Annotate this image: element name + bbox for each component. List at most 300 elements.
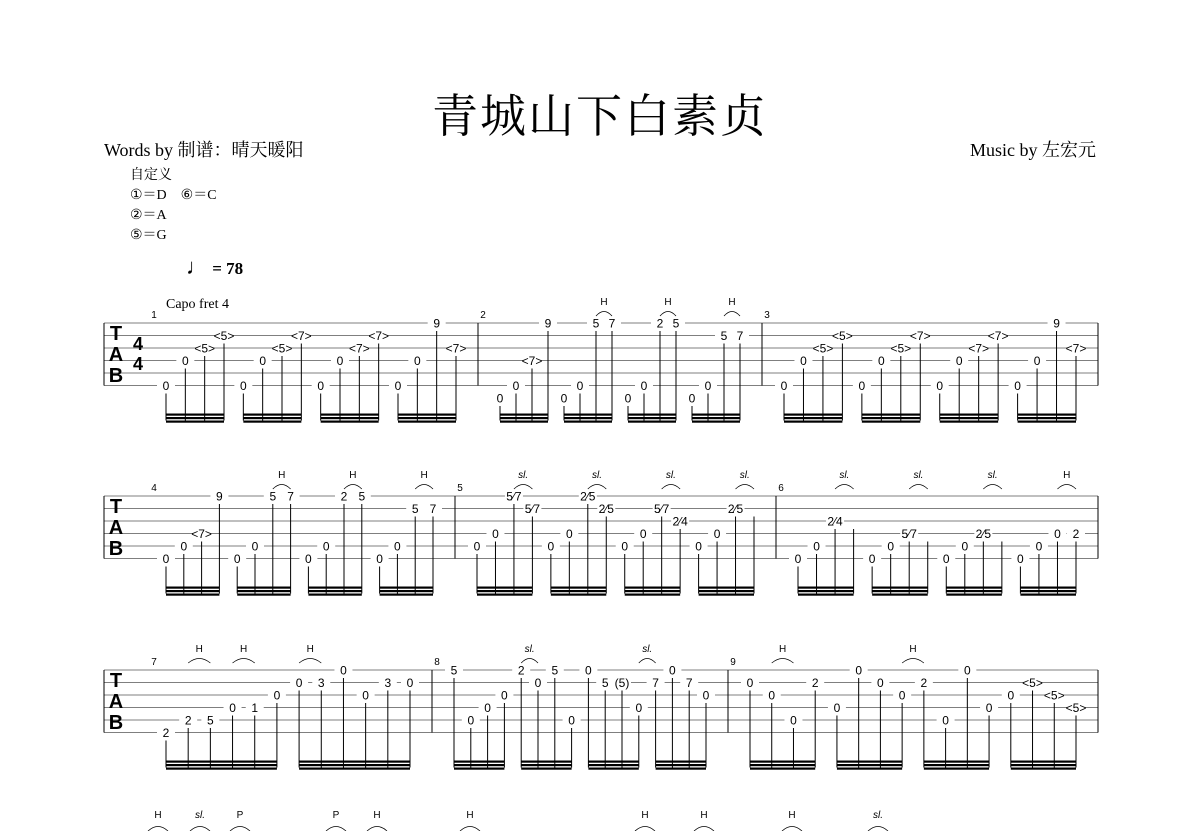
- fret-number: 5: [269, 489, 277, 504]
- fret-number: 9: [433, 316, 441, 331]
- fret-number: 0: [239, 379, 247, 393]
- slur-arc: [909, 485, 928, 490]
- fret-number: 0: [794, 552, 802, 566]
- fret-number: 5: [720, 329, 728, 343]
- beam: [477, 587, 532, 589]
- beam: [166, 761, 277, 763]
- beam: [299, 761, 410, 763]
- fret-number: 0: [1014, 379, 1021, 393]
- beam: [872, 594, 928, 596]
- beam: [798, 590, 854, 592]
- beam: [692, 414, 740, 416]
- fret-number: 0: [473, 539, 481, 554]
- measure-number: 7: [151, 657, 157, 668]
- technique-mark: H: [349, 470, 357, 481]
- beam: [380, 587, 433, 589]
- tab-clef-letter: T: [109, 323, 123, 345]
- slur-arc: [660, 312, 676, 317]
- slur-arc: [514, 485, 532, 490]
- technique-mark: H: [641, 810, 649, 821]
- beam: [1011, 764, 1076, 766]
- fret-number: 0: [1017, 552, 1024, 566]
- tab-clef-letter: A: [108, 344, 124, 366]
- fret-number: 0: [317, 379, 325, 393]
- beam: [551, 590, 606, 592]
- beam: [521, 764, 571, 766]
- fret-number: 0: [621, 539, 629, 554]
- beam: [692, 421, 740, 423]
- fret-number: 5: [551, 663, 559, 678]
- fret-number: 0: [496, 391, 504, 406]
- fret-number: 0: [955, 354, 963, 368]
- beam: [1020, 590, 1076, 592]
- fret-number: <7>: [1065, 341, 1087, 356]
- fret-number: 0: [800, 354, 807, 368]
- technique-mark: H: [664, 297, 672, 308]
- fret-number: 0: [877, 676, 884, 690]
- fret-number: 0: [624, 391, 632, 406]
- fret-number: 0: [639, 527, 647, 541]
- fret-number: 0: [887, 539, 895, 554]
- fret-number: 2: [920, 676, 928, 690]
- beam: [862, 417, 920, 419]
- fret-number: 2: [811, 676, 819, 690]
- beam: [380, 594, 433, 596]
- technique-mark: H: [278, 470, 286, 481]
- fret-number: 0: [790, 713, 797, 728]
- fret-number: <5>: [832, 329, 853, 343]
- fret-number: 0: [640, 379, 648, 393]
- beam: [166, 768, 277, 770]
- technique-mark: H: [195, 644, 203, 655]
- fret-number: 0: [1035, 539, 1043, 554]
- fret-number: 2: [340, 489, 348, 504]
- beam: [1011, 768, 1076, 770]
- technique-mark: H: [909, 644, 917, 655]
- beam: [940, 421, 998, 423]
- slur-arc: [521, 659, 538, 664]
- fret-number: <7>: [348, 341, 370, 356]
- beam: [166, 421, 224, 423]
- fret-number: 0: [963, 663, 971, 678]
- beam: [243, 417, 301, 419]
- beam: [798, 587, 854, 589]
- measure-number: 9: [730, 657, 736, 668]
- fret-number: 0: [492, 527, 499, 541]
- technique-mark: H: [373, 810, 381, 821]
- fret-number: 2⁄4: [672, 514, 688, 529]
- slur-arc: [724, 312, 740, 317]
- technique-mark: sl.: [592, 470, 603, 481]
- beam: [398, 417, 456, 419]
- quarter-note-icon: ♩: [186, 254, 208, 279]
- fret-number: 0: [413, 354, 421, 368]
- beam: [798, 594, 854, 596]
- beam: [243, 414, 301, 416]
- fret-number: 0: [868, 552, 876, 566]
- beam: [837, 768, 902, 770]
- fret-number: 0: [713, 527, 721, 541]
- words-credit: Words by 制谱：晴天暖阳: [104, 140, 304, 160]
- technique-mark: H: [700, 810, 708, 821]
- beam: [1011, 761, 1076, 763]
- tuning-line: ⑤＝G: [130, 228, 167, 243]
- fret-number: 0: [467, 713, 475, 728]
- beam: [750, 761, 815, 763]
- slur-arc: [736, 485, 754, 490]
- measure-number: 4: [151, 483, 157, 494]
- fret-number: 0: [547, 539, 555, 554]
- beam: [656, 764, 706, 766]
- fret-number: 0: [376, 552, 383, 566]
- tab-clef-letter: T: [109, 496, 123, 518]
- fret-number: 0: [961, 539, 969, 554]
- beam: [237, 590, 290, 592]
- slur-arc: [902, 659, 924, 664]
- beam: [837, 764, 902, 766]
- fret-number: 0: [560, 391, 568, 406]
- fret-number: 5: [592, 316, 600, 331]
- fret-number: 0: [695, 539, 702, 554]
- fret-number: <7>: [968, 341, 990, 356]
- beam: [699, 590, 754, 592]
- beam: [500, 417, 548, 419]
- fret-number: 7: [652, 676, 659, 690]
- fret-number: 0: [635, 701, 643, 715]
- fret-number: <5>: [1022, 676, 1043, 690]
- beam: [588, 768, 638, 770]
- beam: [656, 761, 706, 763]
- fret-number: 0: [1054, 527, 1061, 541]
- tab-clef-letter: T: [109, 670, 123, 692]
- beam: [625, 587, 680, 589]
- fret-number: 5⁄7: [653, 502, 670, 516]
- fret-number: 5⁄7: [506, 489, 522, 504]
- beam: [940, 414, 998, 416]
- fret-number: 0: [534, 676, 542, 690]
- fret-number: <7>: [445, 341, 467, 356]
- fret-number: <7>: [987, 329, 1009, 343]
- fret-number: 2: [656, 316, 664, 331]
- fret-number: 0: [501, 688, 508, 703]
- fret-number: 0: [406, 676, 414, 690]
- beam: [308, 587, 361, 589]
- slur-arc: [326, 827, 346, 831]
- fret-number: 0: [813, 539, 820, 554]
- beam: [299, 768, 410, 770]
- beam: [454, 768, 504, 770]
- beam: [299, 764, 410, 766]
- fret-number: 2⁄5: [975, 527, 992, 541]
- fret-number: 0: [362, 688, 369, 703]
- fret-number: 0: [702, 688, 710, 703]
- fret-number: <7>: [368, 329, 390, 343]
- beam: [924, 764, 989, 766]
- technique-mark: sl.: [195, 810, 205, 821]
- slur-arc: [835, 485, 854, 490]
- fret-number: 7: [429, 502, 437, 516]
- technique-mark: sl.: [839, 470, 850, 481]
- beam: [1018, 417, 1076, 419]
- technique-mark: sl.: [642, 644, 653, 655]
- tempo-value: = 78: [212, 259, 244, 278]
- tab-clef-letter: B: [108, 365, 124, 387]
- beam: [656, 768, 706, 770]
- technique-mark: H: [420, 470, 428, 481]
- technique-mark: sl.: [524, 644, 535, 655]
- fret-number: 0: [858, 379, 866, 393]
- fret-number: 0: [251, 539, 259, 554]
- beam: [628, 421, 676, 423]
- technique-mark: sl.: [665, 470, 676, 481]
- measure-number: 1: [151, 310, 157, 321]
- beam: [380, 590, 433, 592]
- slur-arc: [868, 827, 888, 831]
- measure-number: 2: [480, 310, 486, 321]
- slur-arc: [662, 485, 680, 490]
- fret-number: <5>: [194, 341, 216, 356]
- technique-mark: H: [600, 297, 608, 308]
- beam: [166, 587, 219, 589]
- fret-number: 0: [233, 552, 241, 566]
- fret-number: 0: [273, 688, 281, 703]
- fret-number: 5⁄7: [901, 527, 917, 541]
- fret-number: 0: [180, 539, 188, 554]
- beam: [699, 587, 754, 589]
- beam: [628, 417, 676, 419]
- beam: [862, 421, 920, 423]
- fret-number: <5>: [213, 329, 235, 343]
- time-signature-top: 4: [132, 334, 144, 354]
- beam: [477, 594, 532, 596]
- beam: [398, 421, 456, 423]
- time-signature-bottom: 4: [132, 354, 144, 374]
- beam: [454, 764, 504, 766]
- fret-number: 0: [295, 676, 303, 690]
- fret-number: 0: [768, 688, 776, 703]
- technique-mark: H: [154, 810, 162, 821]
- slur-arc: [299, 659, 321, 664]
- beam: [784, 421, 842, 423]
- slur-arc: [694, 827, 714, 831]
- beam: [308, 594, 361, 596]
- tab-clef-letter: B: [108, 538, 124, 560]
- fret-number: 0: [833, 701, 841, 715]
- fret-number: 0: [576, 379, 584, 393]
- beam: [625, 594, 680, 596]
- fret-number: 0: [780, 379, 788, 393]
- beam: [946, 590, 1002, 592]
- beam: [321, 414, 379, 416]
- fret-number: <5>: [271, 341, 293, 356]
- fret-number: 0: [898, 688, 906, 703]
- beam: [564, 417, 612, 419]
- fret-number: <5>: [890, 341, 912, 356]
- slur-arc: [415, 485, 433, 490]
- beam: [588, 764, 638, 766]
- beam: [940, 417, 998, 419]
- score-title: 青城山下白素贞: [432, 89, 768, 143]
- fret-number: 0: [322, 539, 330, 554]
- fret-number: 5: [672, 316, 680, 331]
- slur-arc: [782, 827, 802, 831]
- measure-number: 5: [457, 483, 463, 494]
- beam: [308, 590, 361, 592]
- fret-number: <5>: [1043, 688, 1065, 703]
- fret-number: 0: [229, 701, 236, 715]
- technique-mark: H: [788, 810, 796, 821]
- fret-number: 1: [251, 701, 259, 715]
- slur-arc: [188, 659, 210, 664]
- beam: [1018, 421, 1076, 423]
- technique-mark: sl.: [873, 810, 883, 821]
- fret-number: 9: [216, 489, 223, 504]
- technique-mark: H: [240, 644, 248, 655]
- beam: [321, 417, 379, 419]
- capo-text: Capo fret 4: [166, 297, 229, 312]
- fret-number: 0: [484, 701, 491, 715]
- technique-mark: sl.: [518, 470, 529, 481]
- fret-number: 2⁄5: [598, 502, 614, 516]
- tab-clef-letter: A: [108, 691, 124, 713]
- technique-mark: H: [1063, 470, 1071, 481]
- fret-number: <5>: [812, 341, 834, 356]
- fret-number: 0: [565, 527, 573, 541]
- fret-number: 0: [942, 552, 950, 566]
- technique-mark: sl.: [913, 470, 924, 481]
- fret-number: <7>: [909, 329, 931, 343]
- fret-number: 0: [162, 379, 170, 393]
- fret-number: 0: [985, 701, 993, 715]
- technique-mark: H: [306, 644, 314, 655]
- tuning-label: 自定义: [130, 168, 172, 183]
- fret-number: 5: [450, 663, 458, 678]
- beam: [398, 414, 456, 416]
- beam: [551, 587, 606, 589]
- beam: [1020, 587, 1076, 589]
- fret-number: 0: [669, 663, 676, 678]
- fret-number: 0: [568, 713, 575, 728]
- fret-number: 2⁄5: [727, 502, 744, 516]
- fret-number: 2: [162, 726, 170, 740]
- tuning-line: ②＝A: [130, 208, 167, 223]
- fret-number: 7: [736, 329, 744, 343]
- beam: [551, 594, 606, 596]
- slur-arc: [230, 827, 250, 831]
- technique-mark: sl.: [987, 470, 998, 481]
- technique-mark: H: [778, 644, 787, 655]
- slur-arc: [596, 312, 612, 317]
- beam: [237, 587, 290, 589]
- beam: [750, 764, 815, 766]
- beam: [477, 590, 532, 592]
- beam: [1018, 414, 1076, 416]
- slur-arc: [639, 659, 656, 664]
- beam: [784, 417, 842, 419]
- fret-number: 0: [746, 676, 754, 690]
- technique-mark: sl.: [739, 470, 750, 481]
- fret-number: 0: [305, 552, 312, 566]
- fret-number: 0: [394, 379, 402, 393]
- fret-number: 0: [936, 379, 944, 393]
- fret-number: 0: [704, 379, 712, 393]
- fret-number: <7>: [521, 354, 543, 368]
- technique-mark: P: [236, 810, 244, 821]
- fret-number: 5: [358, 489, 366, 504]
- measure-number: 6: [778, 483, 784, 494]
- fret-number: 0: [340, 663, 347, 678]
- fret-number: 0: [688, 391, 696, 406]
- beam: [237, 594, 290, 596]
- beam: [750, 768, 815, 770]
- slur-arc: [344, 485, 362, 490]
- fret-number: 0: [162, 552, 170, 566]
- fret-number: 0: [585, 663, 592, 678]
- beam: [1020, 594, 1076, 596]
- measure-number: 3: [764, 310, 770, 321]
- beam: [166, 414, 224, 416]
- beam: [500, 421, 548, 423]
- beam: [321, 421, 379, 423]
- beam: [500, 414, 548, 416]
- fret-number: 5: [207, 713, 214, 728]
- fret-number: 5⁄7: [524, 502, 541, 516]
- slur-arc: [635, 827, 655, 831]
- fret-number: 0: [336, 354, 344, 368]
- fret-number: 7: [287, 489, 294, 504]
- slur-arc: [367, 827, 387, 831]
- beam: [564, 421, 612, 423]
- fret-number: (5): [614, 676, 630, 690]
- tab-clef-letter: B: [108, 712, 124, 734]
- beam: [521, 761, 571, 763]
- slur-arc: [190, 827, 210, 831]
- fret-number: 7: [608, 316, 616, 331]
- fret-number: 2: [517, 663, 525, 678]
- slur-arc: [273, 485, 291, 490]
- beam: [166, 590, 219, 592]
- beam: [454, 761, 504, 763]
- beam: [692, 417, 740, 419]
- beam: [625, 590, 680, 592]
- fret-number: 3: [384, 676, 392, 690]
- slur-arc: [148, 827, 168, 831]
- slur-arc: [983, 485, 1002, 490]
- fret-number: 0: [855, 663, 863, 678]
- beam: [946, 594, 1002, 596]
- fret-number: 0: [877, 354, 885, 368]
- beam: [862, 414, 920, 416]
- slur-arc: [460, 827, 480, 831]
- fret-number: 0: [512, 379, 520, 393]
- technique-mark: P: [332, 810, 340, 821]
- tab-clef-letter: A: [108, 517, 124, 539]
- fret-number: 0: [259, 354, 267, 368]
- beam: [588, 761, 638, 763]
- beam: [872, 587, 928, 589]
- beam: [924, 761, 989, 763]
- slur-arc: [772, 659, 794, 664]
- fret-number: 2⁄5: [580, 489, 596, 504]
- beam: [837, 761, 902, 763]
- beam: [166, 764, 277, 766]
- beam: [628, 414, 676, 416]
- beam: [521, 768, 571, 770]
- beam: [784, 414, 842, 416]
- fret-number: 0: [394, 539, 401, 554]
- fret-number: 5: [601, 676, 609, 690]
- fret-number: 0: [1033, 354, 1041, 368]
